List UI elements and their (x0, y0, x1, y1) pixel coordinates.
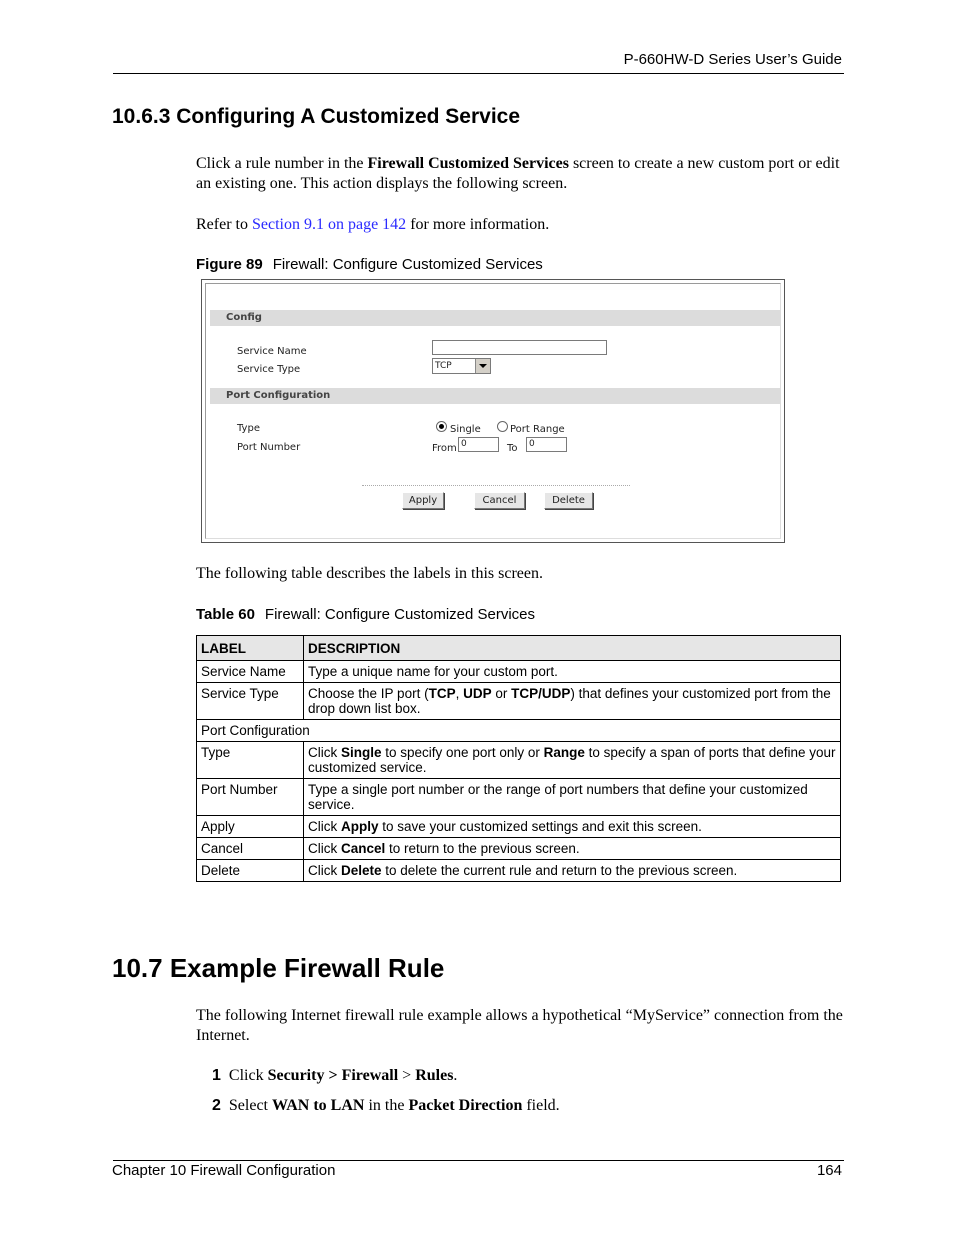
row-label: Type (197, 742, 304, 779)
bold-run: Range (543, 745, 585, 760)
text-run: screen to create a new custom port or edit an existing one. This action displays the following screen. (196, 155, 840, 192)
section-heading-10-7: 10.7 Example Firewall Rule (112, 953, 445, 983)
service-name-input[interactable] (432, 340, 607, 355)
section-link[interactable]: Section 9.1 on page 142 (251, 216, 407, 233)
footer-chapter: Chapter 10 Firewall Configuration (112, 1162, 336, 1179)
bold-run: Delete (341, 863, 382, 878)
row-description (304, 860, 841, 882)
type-label: Type (237, 423, 260, 434)
row-label: Cancel (197, 838, 304, 860)
step-number: 2 (212, 1097, 221, 1114)
row-label: Port Number (197, 779, 304, 816)
text-run: to specify one port only or (381, 745, 544, 760)
table-intro: The following table describes the labels in this screen. (196, 565, 544, 582)
service-type-value: TCP (435, 361, 452, 371)
port-number-label: Port Number (237, 442, 301, 453)
chevron-down-icon[interactable] (475, 359, 490, 373)
example-paragraph: The following Internet firewall rule example allows a hypothetical “MyService” connection from the Internet. (196, 1007, 843, 1044)
text-run: Select (228, 1097, 272, 1114)
port-range-radio[interactable] (497, 421, 508, 432)
header-rule (113, 73, 844, 74)
text-run: > (398, 1067, 416, 1084)
service-type-label: Service Type (237, 364, 301, 375)
text-run: field. (522, 1097, 560, 1114)
table-row (197, 742, 841, 779)
from-port-input[interactable]: 0 (458, 437, 499, 452)
row-description (304, 838, 841, 860)
cancel-button[interactable]: Cancel (474, 492, 525, 509)
label-column-header: LABEL (197, 636, 304, 661)
row-label: Service Name (197, 661, 304, 683)
refer-paragraph (196, 215, 844, 235)
footer-rule (113, 1160, 844, 1161)
row-description (304, 683, 841, 720)
text-run: to return to the previous screen. (385, 841, 580, 856)
single-radio-label: Single (450, 424, 481, 435)
text-run: to save your customized settings and exit this screen. (378, 819, 702, 834)
table-row (197, 720, 841, 742)
intro-paragraph (196, 154, 844, 194)
port-range-radio-label: Port Range (510, 424, 565, 435)
bold-run: Single (341, 745, 382, 760)
table-label: Table 60 (196, 606, 255, 623)
single-radio[interactable] (436, 421, 447, 432)
figure-label: Figure 89 (196, 256, 263, 273)
screenshot-frame (205, 283, 781, 539)
step-2 (212, 1097, 560, 1115)
row-section-label: Port Configuration (197, 720, 841, 742)
text-run: Click (308, 745, 341, 760)
text-run: . (453, 1067, 458, 1084)
running-header: P-660HW-D Series User’s Guide (623, 51, 842, 68)
button-divider (362, 485, 630, 486)
bold-run: Apply (341, 819, 379, 834)
row-label: Delete (197, 860, 304, 882)
bold-run: Packet Direction (408, 1097, 523, 1114)
text-run: to delete the current rule and return to the previous screen. (381, 863, 738, 878)
table-row (197, 683, 841, 720)
text-run: Click (228, 1067, 268, 1084)
service-type-select[interactable] (432, 358, 491, 374)
section-heading-10-6-3: 10.6.3 Configuring A Customized Service (112, 105, 521, 128)
table-title: Firewall: Configure Customized Services (264, 606, 536, 623)
figure-screenshot (201, 279, 785, 543)
row-description (304, 816, 841, 838)
row-description: Type a single port number or the range of port numbers that define your customized service. (304, 779, 841, 816)
table-row (197, 816, 841, 838)
apply-button[interactable]: Apply (402, 492, 444, 509)
config-section-header: Config (210, 310, 781, 326)
row-description: Type a unique name for your custom port. (304, 661, 841, 683)
figure-caption (196, 256, 543, 273)
delete-button[interactable]: Delete (544, 492, 593, 509)
bold-run: TCP (428, 686, 456, 701)
text-run: for more information. (406, 216, 550, 233)
bold-run: Firewall Customized Services (367, 155, 569, 172)
text-run: Click a rule number in the (196, 155, 368, 172)
table-row (197, 661, 841, 683)
text-run: or (491, 686, 512, 701)
service-name-label: Service Name (237, 346, 307, 357)
step-number: 1 (212, 1067, 221, 1084)
text-run: Refer to (196, 216, 252, 233)
table-row (197, 860, 841, 882)
step-1 (212, 1067, 457, 1085)
text-run: , (455, 686, 464, 701)
table-row (197, 779, 841, 816)
table-header-row (197, 636, 841, 661)
to-port-input[interactable]: 0 (526, 437, 567, 452)
bold-run: Rules (415, 1067, 454, 1084)
bold-run: WAN to LAN (272, 1097, 365, 1114)
page-number: 164 (816, 1162, 842, 1179)
text-run: to specify a span of ports that define your customized service. (308, 745, 836, 775)
from-label: From (432, 443, 457, 454)
text-run: in the (364, 1097, 409, 1114)
row-label: Apply (197, 816, 304, 838)
text-run: Click (308, 841, 341, 856)
description-table (196, 635, 841, 882)
description-column-header: DESCRIPTION (304, 636, 841, 661)
text-run: Click (308, 863, 341, 878)
bold-run: TCP/UDP (511, 686, 571, 701)
figure-title: Firewall: Configure Customized Services (272, 256, 543, 273)
bold-run: Cancel (341, 841, 386, 856)
text-run: ) that defines your customized port from the drop down list box. (308, 686, 831, 716)
bold-run: UDP (463, 686, 492, 701)
text-run: Click (308, 819, 341, 834)
row-description (304, 742, 841, 779)
to-label: To (507, 443, 518, 454)
table-caption (196, 606, 535, 623)
bold-run: Security > Firewall (267, 1067, 399, 1084)
text-run: Choose the IP port ( (308, 686, 429, 701)
table-row (197, 838, 841, 860)
row-label: Service Type (197, 683, 304, 720)
port-config-section-header: Port Configuration (210, 388, 781, 404)
